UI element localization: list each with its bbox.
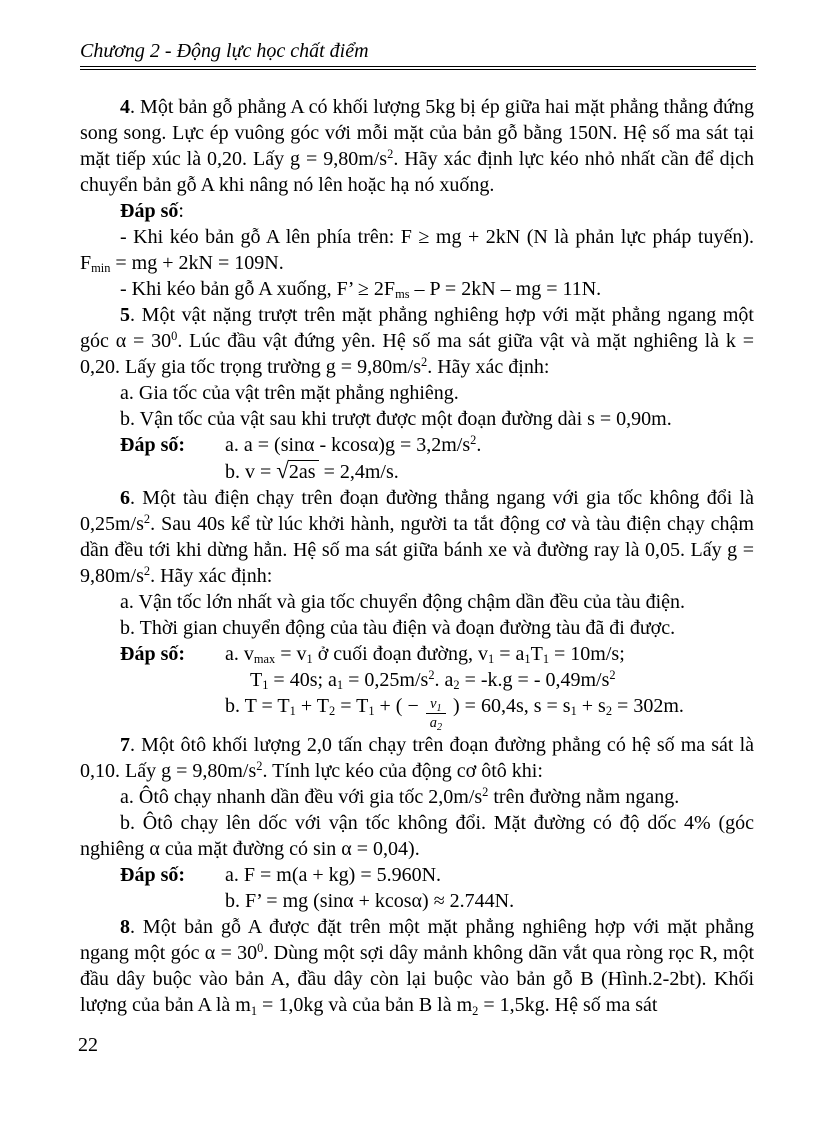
chapter-header: Chương 2 - Động lực học chất điểm bbox=[80, 40, 756, 70]
problem-5-answer-b: b. v = √2as = 2,4m/s. bbox=[225, 458, 399, 483]
problem-5-item-b: b. Vận tốc của vật sau khi trượt được một đoạn đường dài s = 0,90m. bbox=[120, 408, 672, 430]
document-body bbox=[80, 94, 754, 1018]
dap-so-6: Đáp số: a. $v_{max} = v_1$ ở cuối đoạn đường, $v_1 = a_1T_1 = 10m/s$; bbox=[120, 643, 625, 667]
answer-label: Đáp số: bbox=[120, 643, 186, 665]
problem-6-item-a: a. Vận tốc lớn nhất và gia tốc chuyển động chậm dần đều của tàu điện. bbox=[120, 591, 686, 613]
answer-label: Đáp số: bbox=[120, 434, 186, 456]
problem-8: 8. Một bản gỗ A được đặt trên một mặt phẳng nghiêng hợp với mặt phẳng ngang một góc $\alpha = 30^0$. Dùng một sợi dây mảnh không dãn vắt qua ròng rọc R, một đầu dây buộc vào bản A, đầu dây còn lại buộc vào bản gỗ B (Hình.2-2bt). Khối lượng của bản A là $m_1 = 1,0kg$ và của bản B là $m_2 = 1,5kg$. Hệ số ma sát bbox=[80, 916, 755, 1018]
problem-7-item-a: a. Ôtô chạy nhanh dần đều với gia tốc $2,0m/s^2$ trên đường nằm ngang. bbox=[120, 785, 680, 809]
fraction: $\frac{v_1}{a_2}$ bbox=[426, 695, 446, 732]
problem-5-item-a: a. Gia tốc của vật trên mặt phẳng nghiêng. bbox=[120, 382, 459, 404]
dap-so-5: Đáp số: a. $a = (\sin\alpha - kcos\alpha)g = 3,2m/s^2$. bbox=[120, 433, 482, 456]
problem-4: 4. Một bản gỗ phẳng A có khối lượng 5kg bị ép giữa hai mặt phẳng thẳng đứng song song. Lực ép vuông góc với mỗi mặt của bản gỗ bằng 150N. Hệ số ma sát tại mặt tiếp xúc là 0,20. Lấy $g = 9,80m/s^2$. Hãy xác định lực kéo nhỏ nhất cần để dịch chuyển bản gỗ A khi nâng nó lên hoặc hạ nó xuống. bbox=[80, 96, 755, 196]
problem-7: 7. Một ôtô khối lượng 2,0 tấn chạy trên đoạn đường phẳng có hệ số ma sát là 0,10. Lấy $g = 9,80m/s^2$. Tính lực kéo của động cơ ôtô khi: bbox=[80, 734, 754, 783]
dap-so-7: Đáp số: a. F = m(a + kg) = 5.960N. bbox=[120, 864, 442, 887]
dap-so-4: Đáp số: bbox=[120, 200, 184, 222]
answer-label: Đáp số: bbox=[120, 864, 186, 887]
problem-4-answer-down: - Khi kéo bản gỗ A xuống, F’ ≥ $2F_{ms} - P = 2kN$ – mg = 11N. bbox=[120, 278, 602, 302]
problem-7-item-b: b. Ôtô chạy lên dốc với vận tốc không đổi. Mặt đường có độ dốc 4% (góc nghiêng α của mặt đường có sin α = 0,04). bbox=[80, 812, 754, 861]
page-number: 22 bbox=[78, 1034, 98, 1056]
sqrt-expression: √2as bbox=[276, 461, 318, 483]
problem-6-item-b: b. Thời gian chuyển động của tàu điện và đoạn đường tàu đã đi được. bbox=[120, 617, 676, 639]
problem-6-answer-a2: $T_1 = 40s$; $a_1 = 0,25m/s^2$. $a_2 = -k.g$ = - $0,49m/s^2$ bbox=[250, 668, 616, 693]
problem-6-answer-b: b. $T = T_1 + T_2 = T_1$ + ( − $\frac{v_1}{a_2}$ ) = 60,4s, $s = s_1 + s_2 = 302m$. bbox=[225, 695, 684, 733]
problem-4-answer-up: - Khi kéo bản gỗ A lên phía trên: F ≥ mg + 2kN (N là phản lực pháp tuyến). $F_{min}$ = mg + 2kN = 109N. bbox=[80, 226, 754, 276]
problem-5: 5. Một vật nặng trượt trên mặt phẳng nghiêng hợp với mặt phẳng ngang một góc $\alpha = 30^0$. Lúc đầu vật đứng yên. Hệ số ma sát giữa vật và mặt nghiêng là k = 0,20. Lấy gia tốc trọng trường $g = 9,80m/s^2$. Hãy xác định: bbox=[80, 304, 754, 378]
problem-7-answer-b: b. F’ = mg (sinα + kcosα) ≈ 2.744N. bbox=[225, 890, 515, 913]
problem-6: 6. Một tàu điện chạy trên đoạn đường thẳng ngang với gia tốc không đổi là $0,25m/s^2$. Sau 40s kể từ lúc khởi hành, người ta tắt động cơ và tàu điện chạy chậm dần đều tới khi dừng hẳn. Hệ số ma sát giữa bánh xe và đường ray là 0,05. Lấy $g = 9,80m/s^2$. Hãy xác định: bbox=[80, 487, 754, 587]
